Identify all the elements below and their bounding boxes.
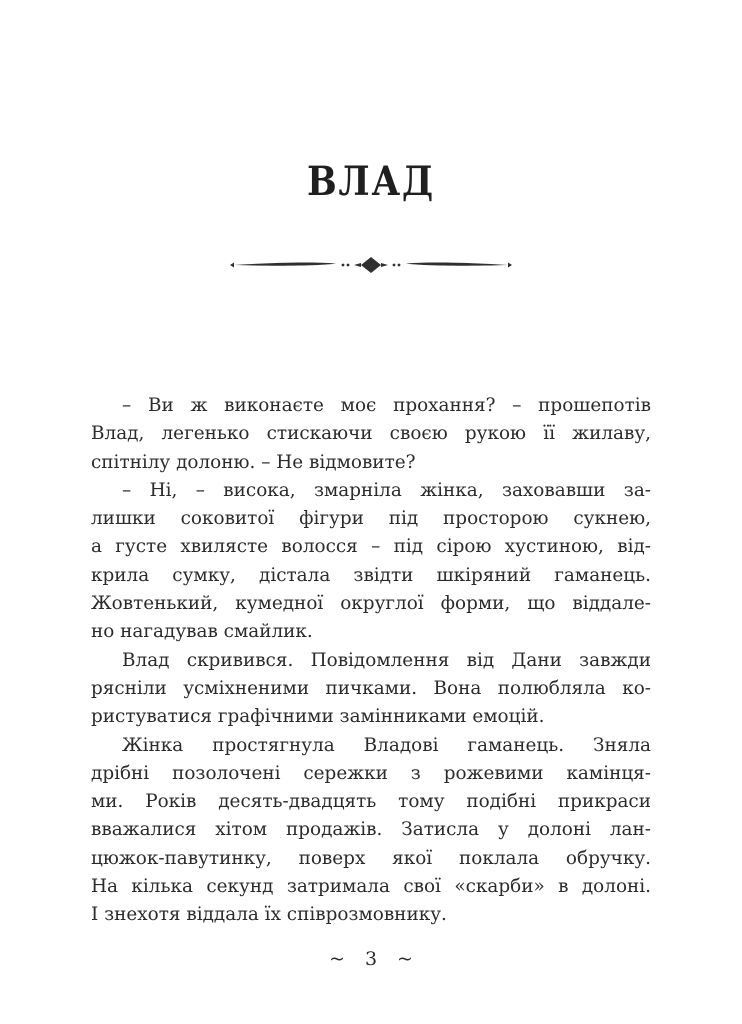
text-line: На кілька секунд затримала свої «скарби» в долоні. (91, 876, 651, 898)
footer-tilde-right: ~ (397, 948, 413, 970)
chapter-title: ВЛАД (307, 158, 435, 205)
text-line: дрібні позолочені сережки з рожевими камінця- (91, 762, 651, 784)
text-line: вважалися хітом продажів. Затисла у долоні лан- (91, 819, 651, 841)
text-line: Влад, легенько стискаючи своєю рукою її жилаву, (91, 423, 651, 445)
text-line: Жовтенький, кумедної округлої форми, що віддале- (91, 593, 651, 615)
text-line: а густе хвилясте волосся – під сірою хустиною, від- (91, 536, 651, 558)
text-line: лишки соковитої фігури під просторою сукнею, (91, 508, 651, 530)
text-line: ми. Років десять-двадцять тому подібні прикраси (91, 791, 651, 813)
text-line: Влад скривився. Повідомлення від Дани завжди (122, 649, 651, 671)
text-line: – Ні, – висока, змарніла жінка, заховавши за- (122, 479, 651, 501)
text-line: Жінка простягнула Владові гаманець. Зняла (122, 734, 651, 756)
decorative-divider-ornament (228, 252, 514, 278)
text-line: спітнілу долоню. – Не відмовите? (91, 451, 416, 473)
text-line: рясніли усміхненими пичками. Вона полюбляла ко- (91, 677, 651, 699)
text-line: но нагадував смайлик. (91, 621, 313, 643)
page-footer (0, 948, 742, 970)
text-line: цюжок-павутинку, поверх якої поклала обручку. (91, 847, 651, 869)
text-line: ристуватися графічними замінниками емоцій. (91, 706, 545, 728)
footer-tilde-left: ~ (329, 948, 345, 970)
text-line: – Ви ж виконаєте моє прохання? – прошепотів (122, 395, 651, 416)
text-line: крила сумку, дістала звідти шкіряний гаманець. (91, 564, 651, 586)
text-line: І знехотя віддала їх співрозмовнику. (91, 904, 447, 926)
page-number: 3 (364, 948, 378, 970)
body-text (91, 392, 651, 930)
